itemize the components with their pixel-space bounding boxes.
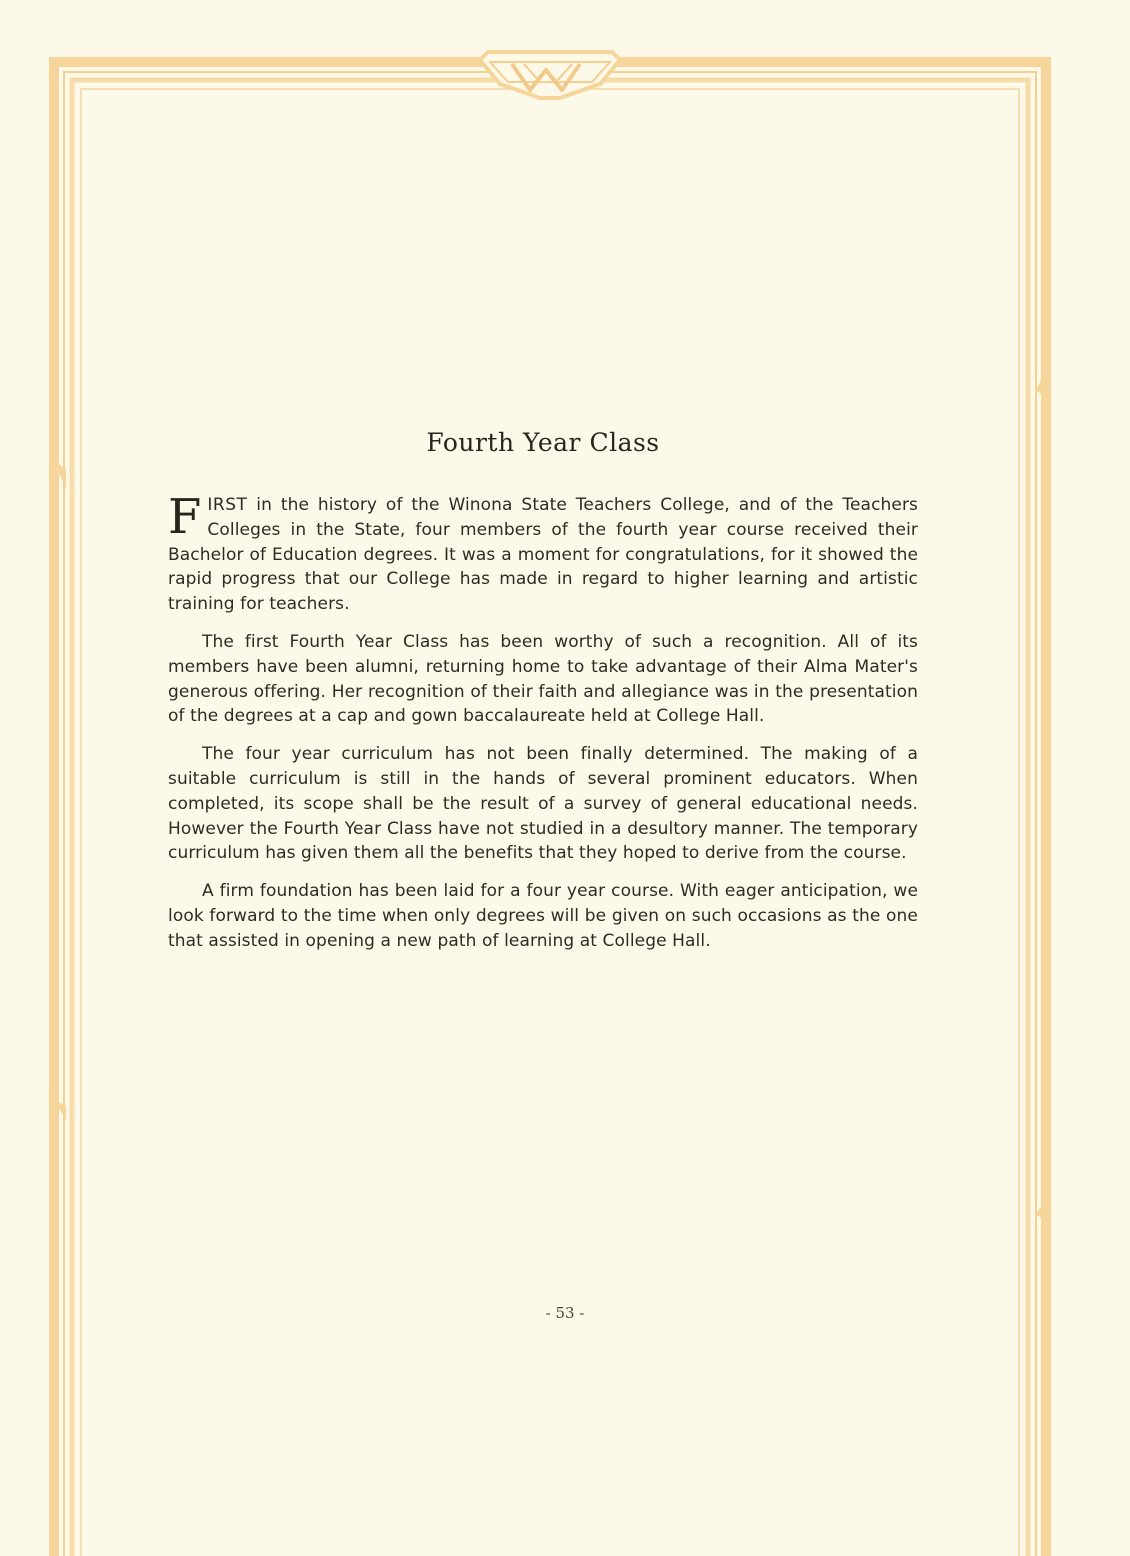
paragraph-1-text: in the history of the Winona State Teachers College, and of the Teachers Colleges in the State, four members of the fourth year course received their Bachelor of Education degrees. It was a moment for congratulations, for it showed the rapid progress that our College has made in regard to higher learning and artistic training for teachers.	[168, 495, 918, 615]
paragraph-3: The four year curriculum has not been finally determined. The making of a suitable curriculum is still in the hands of several prominent educators. When completed, its scope shall be the result of a survey of general educational needs. However the Fourth Year Class have not studied in a desultory manner. The temporary curriculum has given them all the benefits that they hoped to derive from the course.	[168, 744, 918, 864]
drop-cap: F	[168, 489, 202, 545]
paragraph-4: A firm foundation has been laid for a four year course. With eager anticipation, we look forward to the time when only degrees will be given on such occasions as the one that assisted in opening a new path of learning at College Hall.	[168, 881, 918, 951]
article	[168, 428, 918, 967]
paragraph-2: The first Fourth Year Class has been worthy of such a recognition. All of its members have been alumni, returning home to take advantage of their Alma Mater's generous offering. Her recognition of their faith and allegiance was in the presentation of the degrees at a cap and gown baccalaureate held at College Hall.	[168, 631, 918, 727]
lead-word: IRST	[207, 495, 248, 515]
w-monogram-icon	[480, 52, 620, 98]
paragraph-1	[168, 489, 918, 617]
page-title: Fourth Year Class	[426, 428, 660, 457]
page-number: - 53 -	[545, 1304, 585, 1322]
